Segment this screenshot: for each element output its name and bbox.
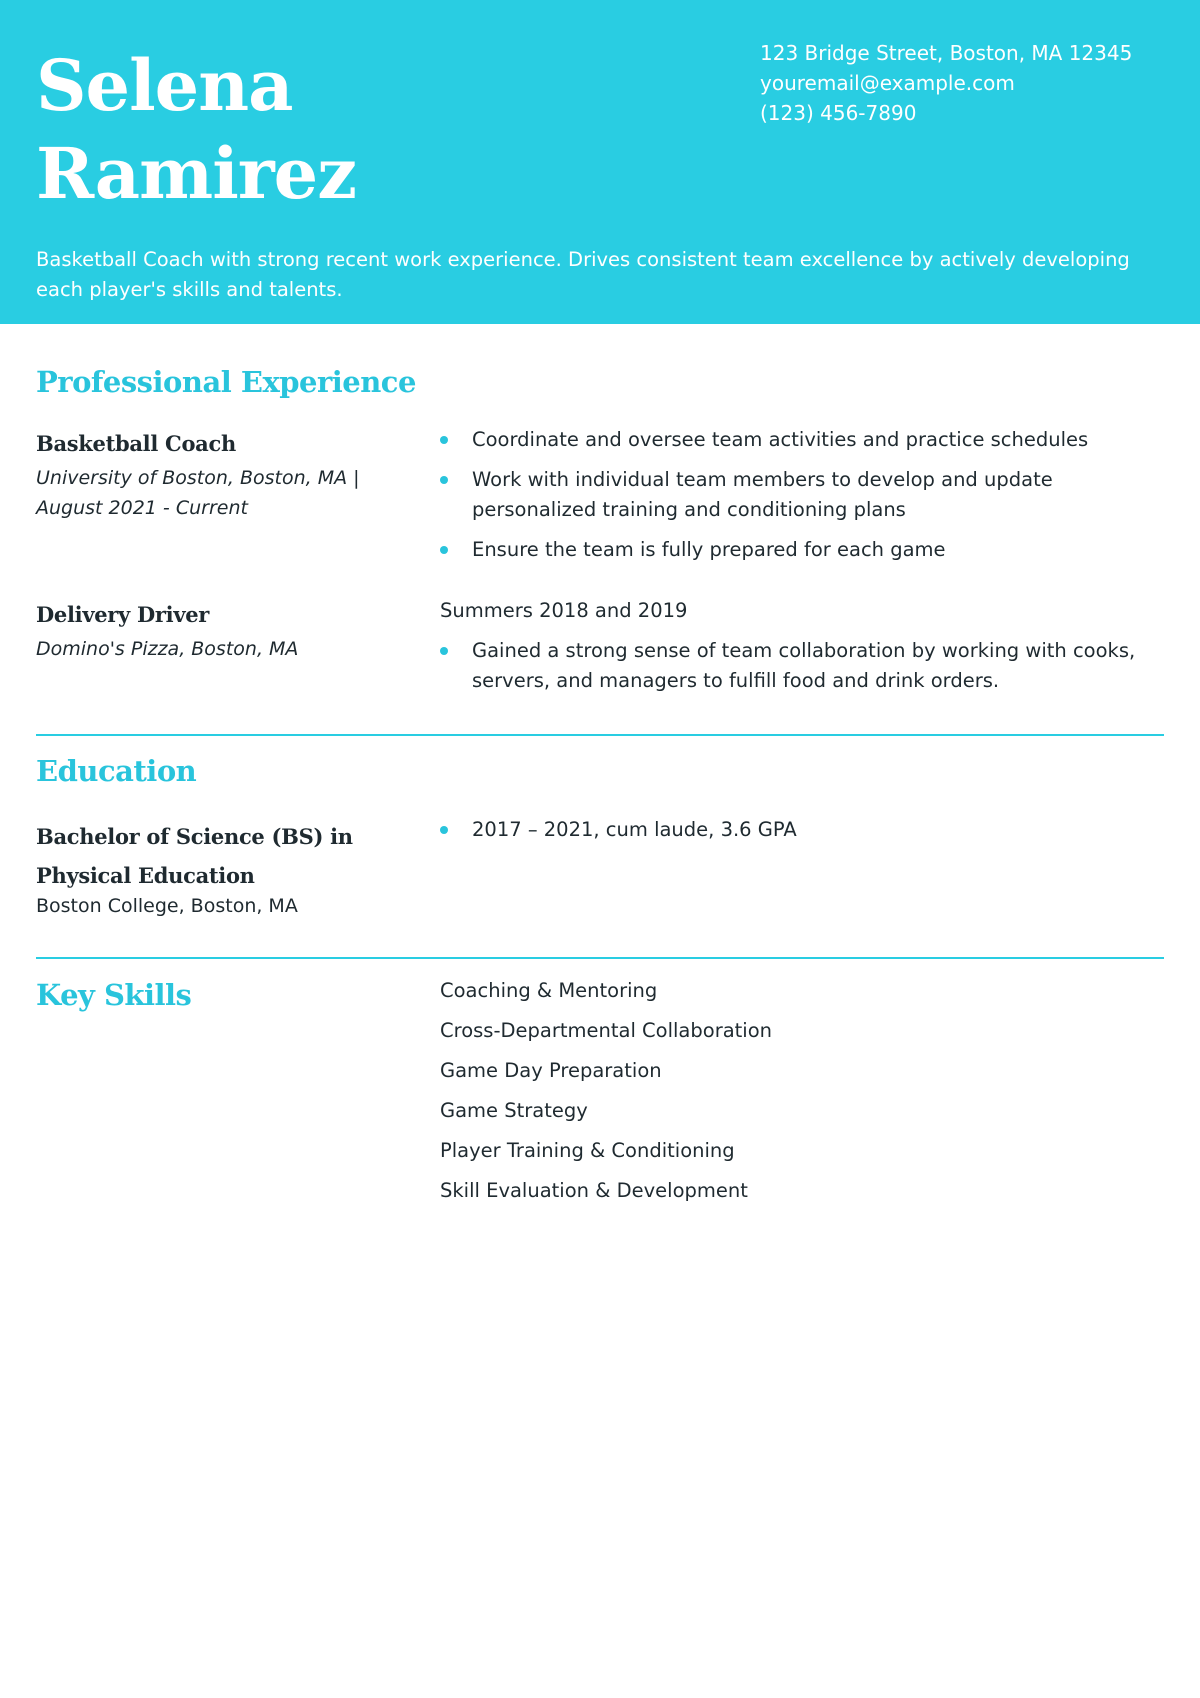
school-name: Boston College, Boston, MA [36, 895, 298, 917]
skill-item: Player Training & Conditioning [440, 1139, 735, 1162]
bullet-dot [440, 647, 448, 655]
job-dates-basketball-coach: August 2021 - Current [36, 497, 248, 519]
job-employer-basketball-coach: University of Boston, Boston, MA | [36, 467, 360, 489]
job-title-delivery-driver: Delivery Driver [36, 602, 210, 627]
degree-name: Bachelor of Science (BS) in Physical Education [36, 824, 353, 888]
bullet-dot [440, 436, 448, 444]
skills-list [440, 976, 772, 1216]
section-divider [36, 734, 1164, 736]
bullet-dot [440, 476, 448, 484]
skill-item: Game Day Preparation [440, 1059, 662, 1082]
contact-info [760, 38, 1132, 128]
bullet-dot [440, 826, 448, 834]
contact-address: 123 Bridge Street, Boston, MA 12345 [760, 41, 1133, 65]
skills-section-title: Key Skills [36, 978, 192, 1012]
contact-email: youremail@example.com [760, 71, 1015, 95]
job-title-basketball-coach: Basketball Coach [36, 431, 236, 456]
job-bullets-delivery-driver [440, 636, 1160, 706]
section-divider [36, 957, 1164, 959]
resume-header [0, 0, 1200, 324]
candidate-name [36, 42, 356, 218]
list-item: Work with individual team members to develop and update personalized training and conditioning plans [440, 465, 1160, 525]
education-bullets [440, 815, 1160, 855]
list-item: Gained a strong sense of team collaboration by working with cooks, servers, and managers to fulfill food and drink orders. [440, 636, 1160, 696]
job-dates-delivery-driver: Summers 2018 and 2019 [440, 599, 688, 622]
job-bullets-basketball-coach [440, 425, 1160, 575]
bullet-dot [440, 546, 448, 554]
professional-summary: Basketball Coach with strong recent work experience. Drives consistent team excellence by actively developing each player's skills and talents. [36, 248, 1130, 301]
skill-item: Coaching & Mentoring [440, 979, 658, 1002]
list-item: Ensure the team is fully prepared for each game [440, 535, 1160, 565]
list-item: 2017 – 2021, cum laude, 3.6 GPA [440, 815, 1160, 845]
job-employer-delivery-driver: Domino's Pizza, Boston, MA [36, 638, 299, 660]
contact-phone: (123) 456-7890 [760, 101, 917, 125]
experience-section-title: Professional Experience [36, 365, 416, 399]
first-name: Selena [36, 44, 293, 127]
list-item: Coordinate and oversee team activities and practice schedules [440, 425, 1160, 455]
skill-item: Skill Evaluation & Development [440, 1179, 748, 1202]
education-section-title: Education [36, 754, 197, 788]
skill-item: Game Strategy [440, 1099, 588, 1122]
skill-item: Cross-Departmental Collaboration [440, 1019, 773, 1042]
last-name: Ramirez [36, 132, 356, 215]
